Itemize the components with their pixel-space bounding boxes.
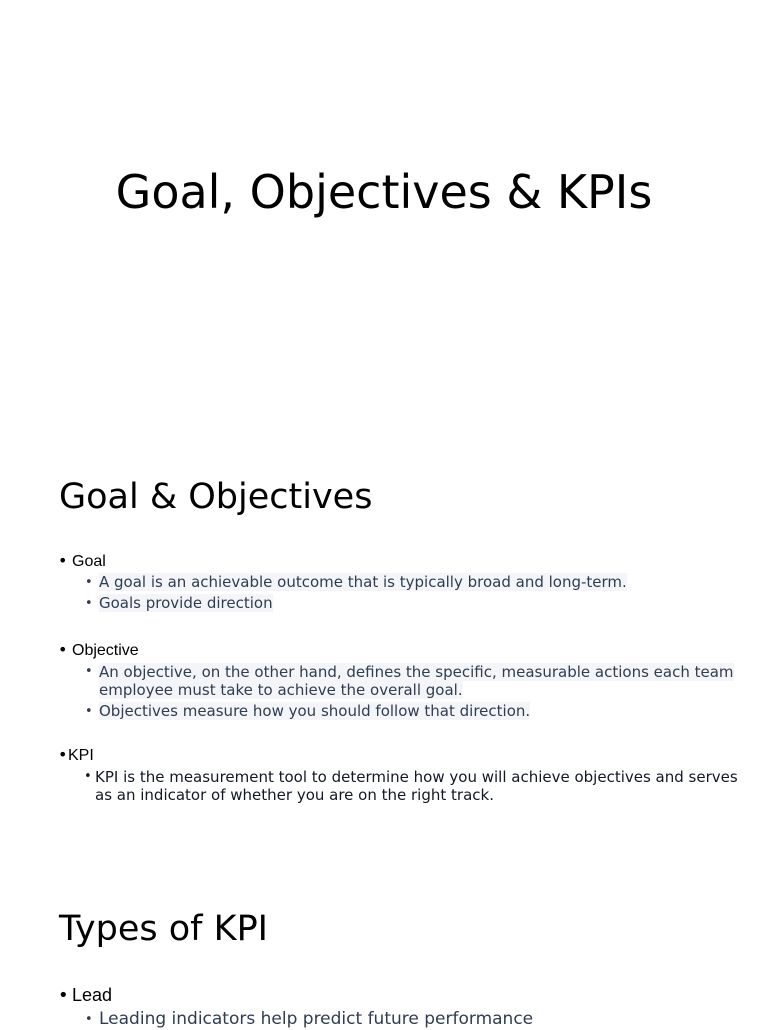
bullet-icon: • [85,575,93,590]
objective-definition: • An objective, on the other hand, defines the specific, measurable actions each team employee must take to achieve the overall goal. [85,663,734,699]
lead-definition: • Leading indicators help predict future performance [85,1009,534,1029]
list-item-kpi [58,745,738,804]
kpi-label: KPI [68,747,94,764]
types-of-kpi-list [58,984,738,1030]
goal-label: Goal [72,553,106,570]
title-slide-heading: Goal, Objectives & KPIs [115,165,653,219]
objective-sublist [58,663,738,721]
bullet-icon: • [58,985,69,1006]
bullet-icon: • [58,551,68,570]
bullet-icon: • [85,664,93,679]
list-item-goal [58,551,738,613]
section-title-types-of-kpi: Types of KPI [59,909,268,949]
goal-sublist [58,573,738,613]
bullet-icon: • [84,769,92,784]
section-title-goal-objectives: Goal & Objectives [59,477,373,517]
bullet-icon: • [58,745,68,764]
lead-label: Lead [72,985,113,1005]
goal-definition: • A goal is an achievable outcome that is typically broad and long-term. [85,573,627,591]
goal-objectives-list [58,551,738,804]
lead-sublist [58,1009,738,1030]
objective-measure: • Objectives measure how you should follow that direction. [85,702,531,720]
bullet-icon: • [85,704,93,719]
bullet-icon: • [85,1012,93,1027]
objective-label: Objective [72,642,139,659]
list-item-objective [58,640,738,721]
list-item-lead [58,984,738,1030]
kpi-definition: • KPI is the measurement tool to determine how you will achieve objectives and serves as an indicator of whether you are on the right track. [84,768,738,804]
kpi-sublist [58,768,738,804]
goal-direction: • Goals provide direction [85,594,273,612]
bullet-icon: • [58,640,68,659]
bullet-icon: • [85,596,93,611]
